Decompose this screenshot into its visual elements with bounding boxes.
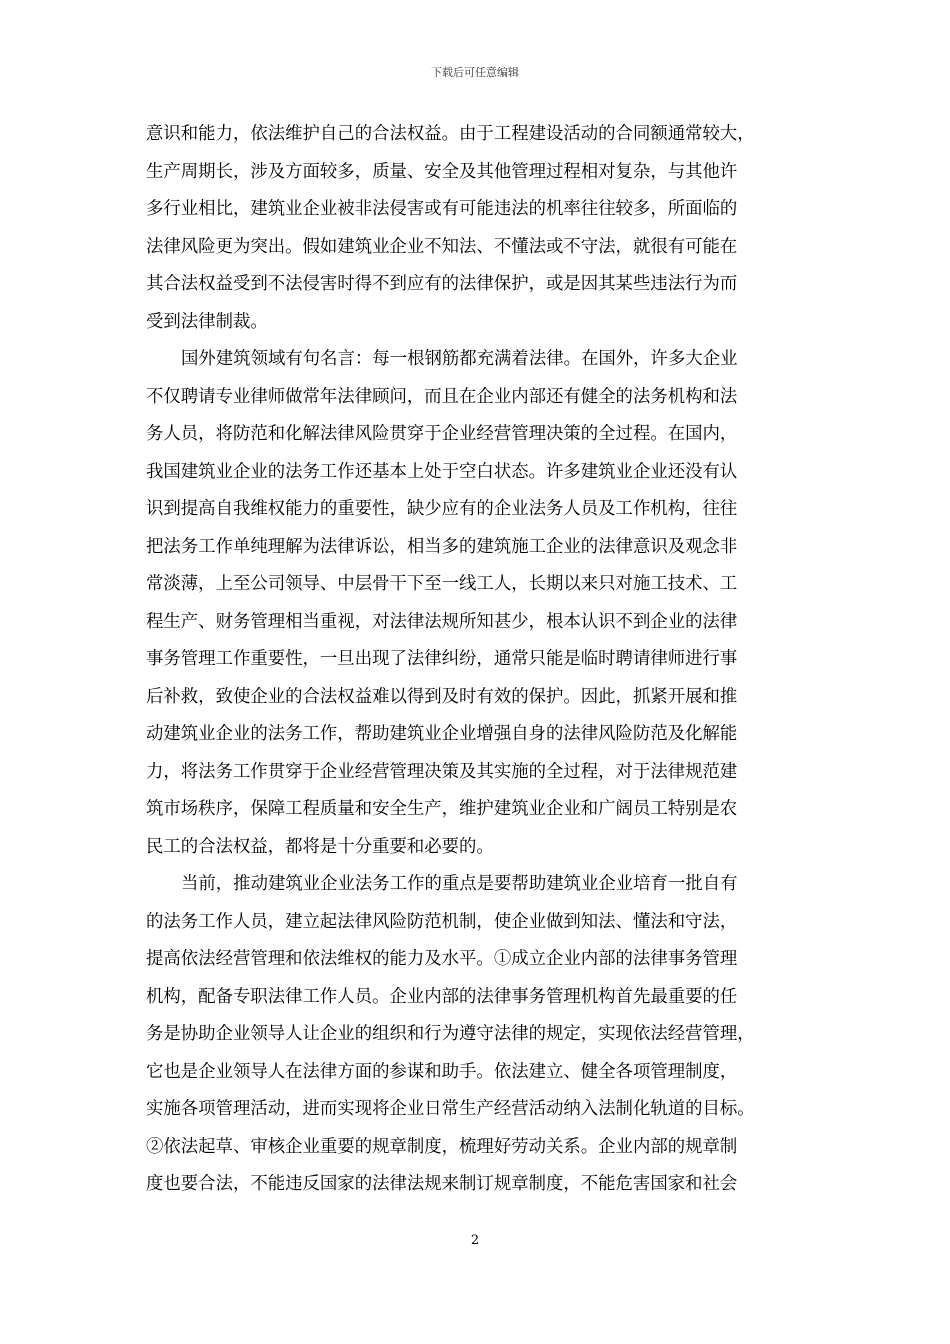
text-line: 务是协助企业领导人让企业的组织和行为遵守法律的规定，实现依法经营管理， bbox=[146, 1024, 755, 1044]
text-line: 事务管理工作重要性，一旦出现了法律纠纷，通常只能是临时聘请律师进行事 bbox=[146, 649, 738, 669]
text-line: 后补救，致使企业的合法权益难以得到及时有效的保护。因此，抓紧开展和推 bbox=[146, 686, 738, 707]
text-line: 生产周期长，涉及方面较多，质量、安全及其他管理过程相对复杂，与其他许 bbox=[146, 161, 738, 182]
text-line: 力，将法务工作贯穿于企业经营管理决策及其实施的全过程，对于法律规范建 bbox=[146, 761, 738, 782]
text-line: 实施各项管理活动，进而实现将企业日常生产经营活动纳入法制化轨道的目标。 bbox=[146, 1099, 755, 1119]
text-line: 识到提高自我维权能力的重要性，缺少应有的企业法务人员及工作机构，往往 bbox=[146, 499, 738, 519]
text-line: 民工的合法权益，都将是十分重要和必要的。 bbox=[146, 836, 494, 857]
page-number: 2 bbox=[470, 1233, 480, 1248]
text-line: 筑市场秩序，保障工程质量和安全生产，维护建筑业企业和广阔员工特别是农 bbox=[146, 799, 738, 819]
text-line: 多行业相比，建筑业企业被非法侵害或有可能违法的机率往往较多，所面临的 bbox=[146, 199, 738, 219]
text-line: 意识和能力，依法维护自己的合法权益。由于工程建设活动的合同额通常较大， bbox=[146, 124, 755, 144]
text-line: 提高依法经营管理和依法维权的能力及水平。①成立企业内部的法律事务管理 bbox=[146, 949, 738, 969]
text-line: 把法务工作单纯理解为法律诉讼，相当多的建筑施工企业的法律意识及观念非 bbox=[146, 536, 738, 557]
text-line: 不仅聘请专业律师做常年法律顾问，而且在企业内部还有健全的法务机构和法 bbox=[146, 386, 738, 407]
text-line: 我国建筑业企业的法务工作还基本上处于空白状态。许多建筑业企业还没有认 bbox=[146, 461, 738, 482]
text-line: 动建筑业企业的法务工作，帮助建筑业企业增强自身的法律风险防范及化解能 bbox=[146, 724, 738, 744]
text-line: 机构，配备专职法律工作人员。企业内部的法律事务管理机构首先最重要的任 bbox=[146, 986, 738, 1007]
text-line: ②依法起草、审核企业重要的规章制度，梳理好劳动关系。企业内部的规章制 bbox=[146, 1136, 738, 1157]
text-line: 度也要合法，不能违反国家的法律法规来制订规章制度，不能危害国家和社会 bbox=[146, 1174, 738, 1194]
body-text bbox=[146, 116, 808, 1204]
paragraph-start-line: 当前，推动建筑业企业法务工作的重点是要帮助建筑业企业培育一批自有 bbox=[181, 874, 738, 894]
text-line: 程生产、财务管理相当重视，对法律法规所知甚少，根本认识不到企业的法律 bbox=[146, 611, 738, 632]
text-line: 受到法律制裁。 bbox=[146, 311, 268, 332]
text-line: 的法务工作人员，建立起法律风险防范机制，使企业做到知法、懂法和守法， bbox=[146, 911, 738, 932]
text-line: 常淡薄，上至公司领导、中层骨干下至一线工人，长期以来只对施工技术、工 bbox=[146, 574, 738, 594]
text-line: 务人员，将防范和化解法律风险贯穿于企业经营管理决策的全过程。在国内， bbox=[146, 424, 738, 444]
text-line: 其合法权益受到不法侵害时得不到应有的法律保护，或是因其某些违法行为而 bbox=[146, 274, 738, 294]
paragraph-start-line: 国外建筑领域有句名言：每一根钢筋都充满着法律。在国外，许多大企业 bbox=[181, 349, 738, 369]
page-header: 下载后可任意编辑 bbox=[431, 66, 519, 79]
text-line: 它也是企业领导人在法律方面的参谋和助手。依法建立、健全各项管理制度， bbox=[146, 1061, 738, 1082]
text-line: 法律风险更为突出。假如建筑业企业不知法、不懂法或不守法，就很有可能在 bbox=[146, 236, 738, 257]
